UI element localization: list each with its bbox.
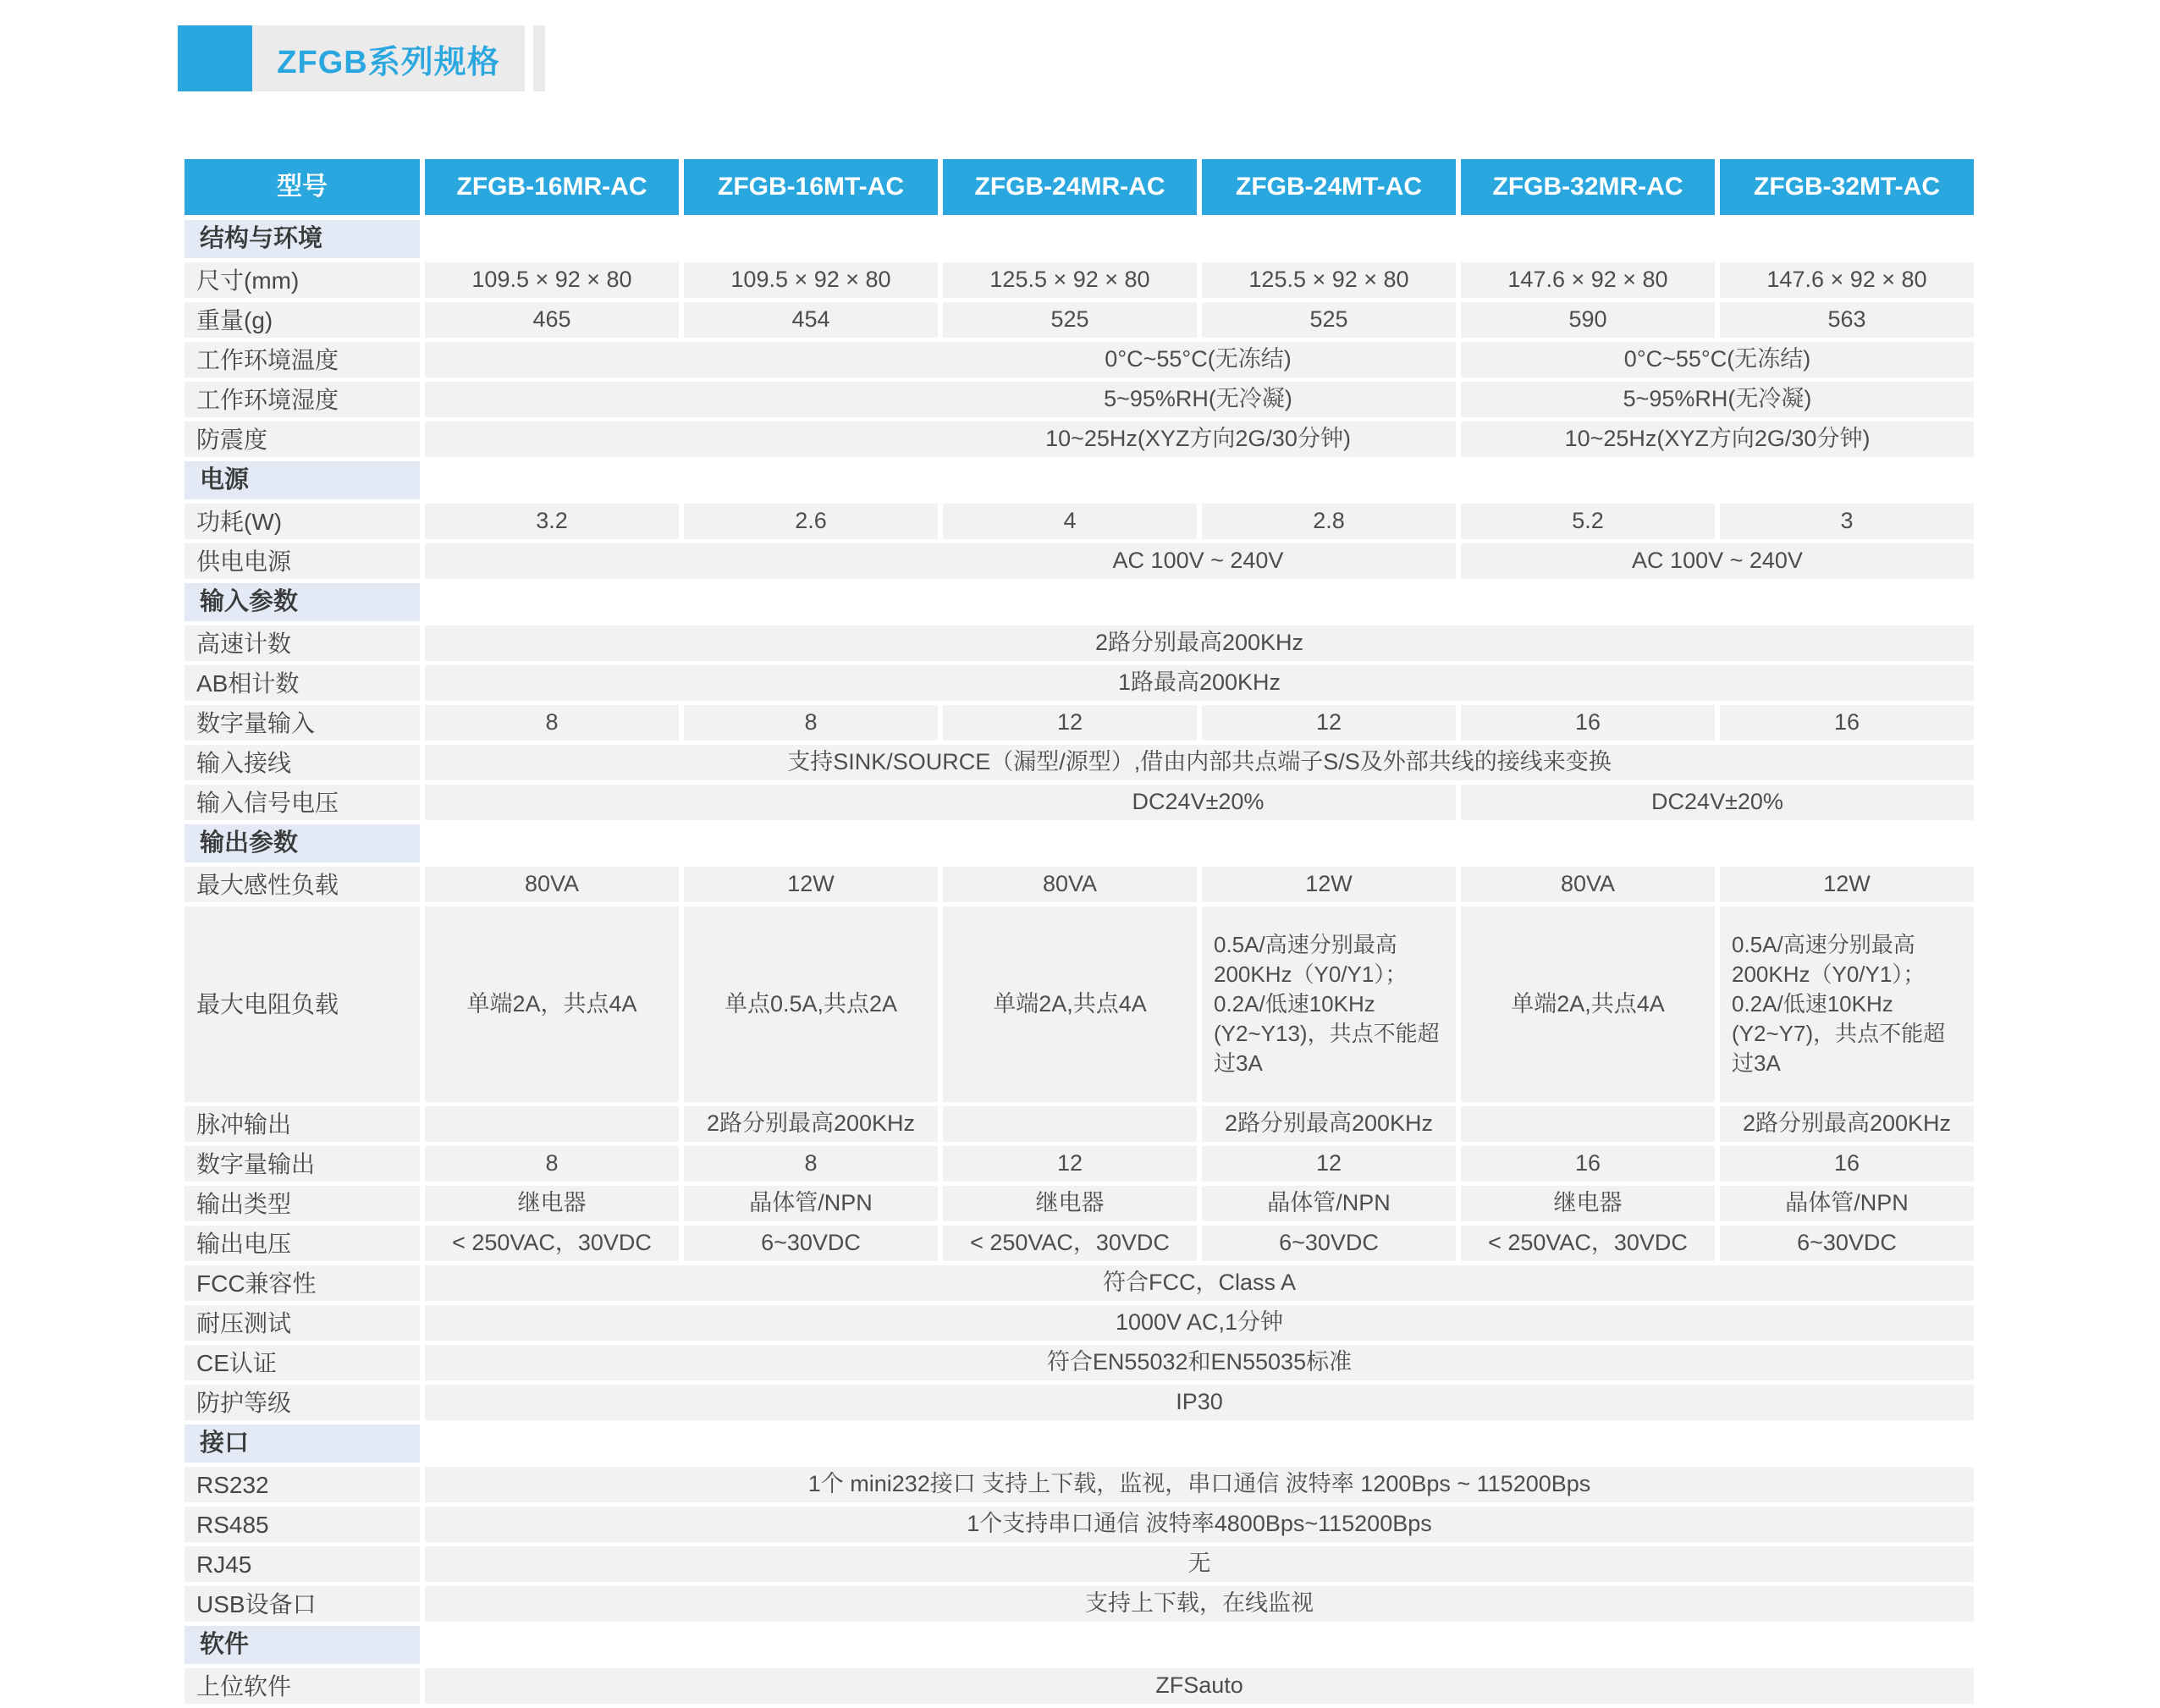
spec-cell-4 (1461, 1106, 1715, 1142)
spec-row-20 (185, 1186, 1974, 1221)
spec-cell-3: 12W (1202, 867, 1456, 902)
section-header-rest (425, 220, 1974, 258)
spec-row-10 (185, 625, 1974, 661)
spec-row-31 (185, 1626, 1974, 1664)
row-label: 高速计数 (185, 625, 420, 661)
spec-value-left: 5~95%RH(无冷凝) (425, 382, 1456, 417)
spec-value-full: 支持SINK/SOURCE（漏型/源型）,借由内部共点端子S/S及外部共线的接线来变换 (425, 745, 1974, 780)
spec-row-1 (185, 262, 1974, 298)
row-label: 数字量输入 (185, 705, 420, 741)
spec-cell-4: 继电器 (1461, 1186, 1715, 1221)
spec-value-right: 0°C~55°C(无冻结) (1461, 342, 1974, 377)
spec-row-9 (185, 583, 1974, 621)
row-label: 脉冲输出 (185, 1106, 420, 1142)
row-label: 耐压测试 (185, 1305, 420, 1341)
spec-cell-0: < 250VAC，30VDC (425, 1226, 679, 1261)
spec-row-6 (185, 461, 1974, 499)
section-header-label: 接口 (185, 1424, 420, 1463)
spec-cell-3: 12 (1202, 705, 1456, 741)
spec-row-18 (185, 1106, 1974, 1142)
spec-cell-5: 16 (1720, 705, 1974, 741)
spec-row-27 (185, 1467, 1974, 1502)
spec-cell-2: 继电器 (943, 1186, 1197, 1221)
model-header-4: ZFGB-32MR-AC (1461, 159, 1715, 215)
spec-row-11 (185, 665, 1974, 701)
spec-cell-1: 单点0.5A,共点2A (684, 906, 938, 1102)
spec-cell-1: 454 (684, 302, 938, 338)
spec-cell-2: < 250VAC，30VDC (943, 1226, 1197, 1261)
model-header-0: ZFGB-16MR-AC (425, 159, 679, 215)
spec-row-16 (185, 867, 1974, 902)
spec-cell-2: 80VA (943, 867, 1197, 902)
spec-cell-0 (425, 1106, 679, 1142)
spec-value-full: 1000V AC,1分钟 (425, 1305, 1974, 1341)
spec-row-26 (185, 1424, 1974, 1463)
row-label: 重量(g) (185, 302, 420, 338)
page-title-banner (178, 25, 545, 91)
spec-value-full: IP30 (425, 1385, 1974, 1420)
row-label: 最大电阻负载 (185, 906, 420, 1102)
spec-row-23 (185, 1305, 1974, 1341)
model-column-header: 型号 (185, 159, 420, 215)
row-label: 供电电源 (185, 543, 420, 579)
spec-cell-4: 80VA (1461, 867, 1715, 902)
spec-cell-5: 3 (1720, 504, 1974, 539)
spec-cell-2 (943, 1106, 1197, 1142)
spec-cell-1: 8 (684, 1146, 938, 1182)
spec-cell-3: 12 (1202, 1146, 1456, 1182)
spec-cell-2: 525 (943, 302, 1197, 338)
spec-cell-4: < 250VAC，30VDC (1461, 1226, 1715, 1261)
spec-value-right: 10~25Hz(XYZ方向2G/30分钟) (1461, 421, 1974, 457)
spec-value-full: 1个 mini232接口 支持上下载，监视，串口通信 波特率 1200Bps ~ 115200Bps (425, 1467, 1974, 1502)
spec-row-22 (185, 1265, 1974, 1301)
spec-cell-3: 525 (1202, 302, 1456, 338)
row-label: RJ45 (185, 1546, 420, 1582)
spec-row-30 (185, 1586, 1974, 1622)
spec-row-12 (185, 705, 1974, 741)
spec-row-7 (185, 504, 1974, 539)
spec-value-full: 支持上下载，在线监视 (425, 1586, 1974, 1622)
spec-row-5 (185, 421, 1974, 457)
spec-cell-0: 80VA (425, 867, 679, 902)
spec-cell-2: 12 (943, 1146, 1197, 1182)
spec-cell-0: 465 (425, 302, 679, 338)
spec-value-full: 符合FCC，Class A (425, 1265, 1974, 1301)
spec-row-32 (185, 1668, 1974, 1704)
spec-row-21 (185, 1226, 1974, 1261)
spec-cell-1: 晶体管/NPN (684, 1186, 938, 1221)
spec-cell-3: 6~30VDC (1202, 1226, 1456, 1261)
spec-cell-3: 125.5 × 92 × 80 (1202, 262, 1456, 298)
spec-cell-4: 单端2A,共点4A (1461, 906, 1715, 1102)
spec-row-14 (185, 785, 1974, 820)
row-label: 防护等级 (185, 1385, 420, 1420)
spec-row-0 (185, 220, 1974, 258)
spec-cell-0: 8 (425, 705, 679, 741)
spec-row-29 (185, 1546, 1974, 1582)
spec-cell-4: 5.2 (1461, 504, 1715, 539)
section-header-rest (425, 1424, 1974, 1463)
spec-value-full: 1个支持串口通信 波特率4800Bps~115200Bps (425, 1507, 1974, 1542)
spec-table (185, 159, 1974, 1708)
section-header-label: 结构与环境 (185, 220, 420, 258)
spec-cell-2: 125.5 × 92 × 80 (943, 262, 1197, 298)
spec-cell-2: 12 (943, 705, 1197, 741)
row-label: 输出电压 (185, 1226, 420, 1261)
model-header-3: ZFGB-24MT-AC (1202, 159, 1456, 215)
title-accent-block (178, 25, 252, 91)
section-header-label: 输入参数 (185, 583, 420, 621)
spec-row-2 (185, 302, 1974, 338)
spec-row-17 (185, 906, 1974, 1102)
spec-row-3 (185, 342, 1974, 377)
table-header-row (185, 159, 1974, 215)
spec-value-right: 5~95%RH(无冷凝) (1461, 382, 1974, 417)
model-header-2: ZFGB-24MR-AC (943, 159, 1197, 215)
spec-cell-5: 16 (1720, 1146, 1974, 1182)
spec-cell-1: 8 (684, 705, 938, 741)
section-header-rest (425, 1626, 1974, 1664)
spec-row-19 (185, 1146, 1974, 1182)
row-label: 输出类型 (185, 1186, 420, 1221)
section-header-label: 软件 (185, 1626, 420, 1664)
spec-row-25 (185, 1385, 1974, 1420)
spec-value-full: 无 (425, 1546, 1974, 1582)
spec-cell-3: 2路分别最高200KHz (1202, 1106, 1456, 1142)
model-header-1: ZFGB-16MT-AC (684, 159, 938, 215)
title-bar (178, 25, 525, 91)
row-label: RS485 (185, 1507, 420, 1542)
spec-cell-2: 4 (943, 504, 1197, 539)
spec-value-full: 符合EN55032和EN55035标准 (425, 1345, 1974, 1380)
spec-value-full: ZFSauto (425, 1668, 1974, 1704)
section-header-rest (425, 461, 1974, 499)
spec-cell-5: 147.6 × 92 × 80 (1720, 262, 1974, 298)
spec-cell-0: 单端2A，共点4A (425, 906, 679, 1102)
spec-row-4 (185, 382, 1974, 417)
row-label: 功耗(W) (185, 504, 420, 539)
spec-cell-0: 继电器 (425, 1186, 679, 1221)
spec-value-left: DC24V±20% (425, 785, 1456, 820)
row-label: USB设备口 (185, 1586, 420, 1622)
spec-value-right: DC24V±20% (1461, 785, 1974, 820)
spec-value-left: AC 100V ~ 240V (425, 543, 1456, 579)
spec-cell-2: 单端2A,共点4A (943, 906, 1197, 1102)
row-label: FCC兼容性 (185, 1265, 420, 1301)
section-header-rest (425, 583, 1974, 621)
spec-row-13 (185, 745, 1974, 780)
spec-cell-5: 563 (1720, 302, 1974, 338)
spec-cell-4: 590 (1461, 302, 1715, 338)
section-header-label: 电源 (185, 461, 420, 499)
row-label: 尺寸(mm) (185, 262, 420, 298)
spec-cell-3: 0.5A/高速分别最高200KHz（Y0/Y1）；0.2A/低速10KHz (Y2~Y13)，共点不能超过3A (1202, 906, 1456, 1102)
spec-cell-5: 12W (1720, 867, 1974, 902)
spec-value-left: 0°C~55°C(无冻结) (425, 342, 1456, 377)
spec-cell-0: 3.2 (425, 504, 679, 539)
spec-value-right: AC 100V ~ 240V (1461, 543, 1974, 579)
spec-cell-0: 109.5 × 92 × 80 (425, 262, 679, 298)
spec-cell-1: 2.6 (684, 504, 938, 539)
spec-cell-4: 147.6 × 92 × 80 (1461, 262, 1715, 298)
row-label: 最大感性负载 (185, 867, 420, 902)
row-label: 防震度 (185, 421, 420, 457)
spec-cell-1: 12W (684, 867, 938, 902)
spec-cell-1: 6~30VDC (684, 1226, 938, 1261)
row-label: 上位软件 (185, 1668, 420, 1704)
spec-cell-3: 2.8 (1202, 504, 1456, 539)
row-label: 输入信号电压 (185, 785, 420, 820)
row-label: 数字量输出 (185, 1146, 420, 1182)
spec-cell-5: 2路分别最高200KHz (1720, 1106, 1974, 1142)
spec-value-full: 2路分别最高200KHz (425, 625, 1974, 661)
spec-cell-5: 晶体管/NPN (1720, 1186, 1974, 1221)
section-header-rest (425, 824, 1974, 862)
spec-row-8 (185, 543, 1974, 579)
spec-cell-0: 8 (425, 1146, 679, 1182)
section-header-label: 输出参数 (185, 824, 420, 862)
spec-row-15 (185, 824, 1974, 862)
spec-value-left: 10~25Hz(XYZ方向2G/30分钟) (425, 421, 1456, 457)
spec-cell-5: 6~30VDC (1720, 1226, 1974, 1261)
spec-cell-5: 0.5A/高速分别最高200KHz（Y0/Y1）；0.2A/低速10KHz (Y2~Y7)，共点不能超过3A (1720, 906, 1974, 1102)
spec-cell-4: 16 (1461, 1146, 1715, 1182)
row-label: 输入接线 (185, 745, 420, 780)
spec-cell-1: 2路分别最高200KHz (684, 1106, 938, 1142)
title-bar-sliver (533, 25, 545, 91)
spec-cell-3: 晶体管/NPN (1202, 1186, 1456, 1221)
spec-row-24 (185, 1345, 1974, 1380)
spec-value-full: 1路最高200KHz (425, 665, 1974, 701)
row-label: 工作环境湿度 (185, 382, 420, 417)
page-title: ZFGB系列规格 (277, 44, 500, 80)
row-label: CE认证 (185, 1345, 420, 1380)
spec-cell-4: 16 (1461, 705, 1715, 741)
row-label: 工作环境温度 (185, 342, 420, 377)
spec-cell-1: 109.5 × 92 × 80 (684, 262, 938, 298)
spec-row-28 (185, 1507, 1974, 1542)
row-label: RS232 (185, 1467, 420, 1502)
row-label: AB相计数 (185, 665, 420, 701)
model-header-5: ZFGB-32MT-AC (1720, 159, 1974, 215)
